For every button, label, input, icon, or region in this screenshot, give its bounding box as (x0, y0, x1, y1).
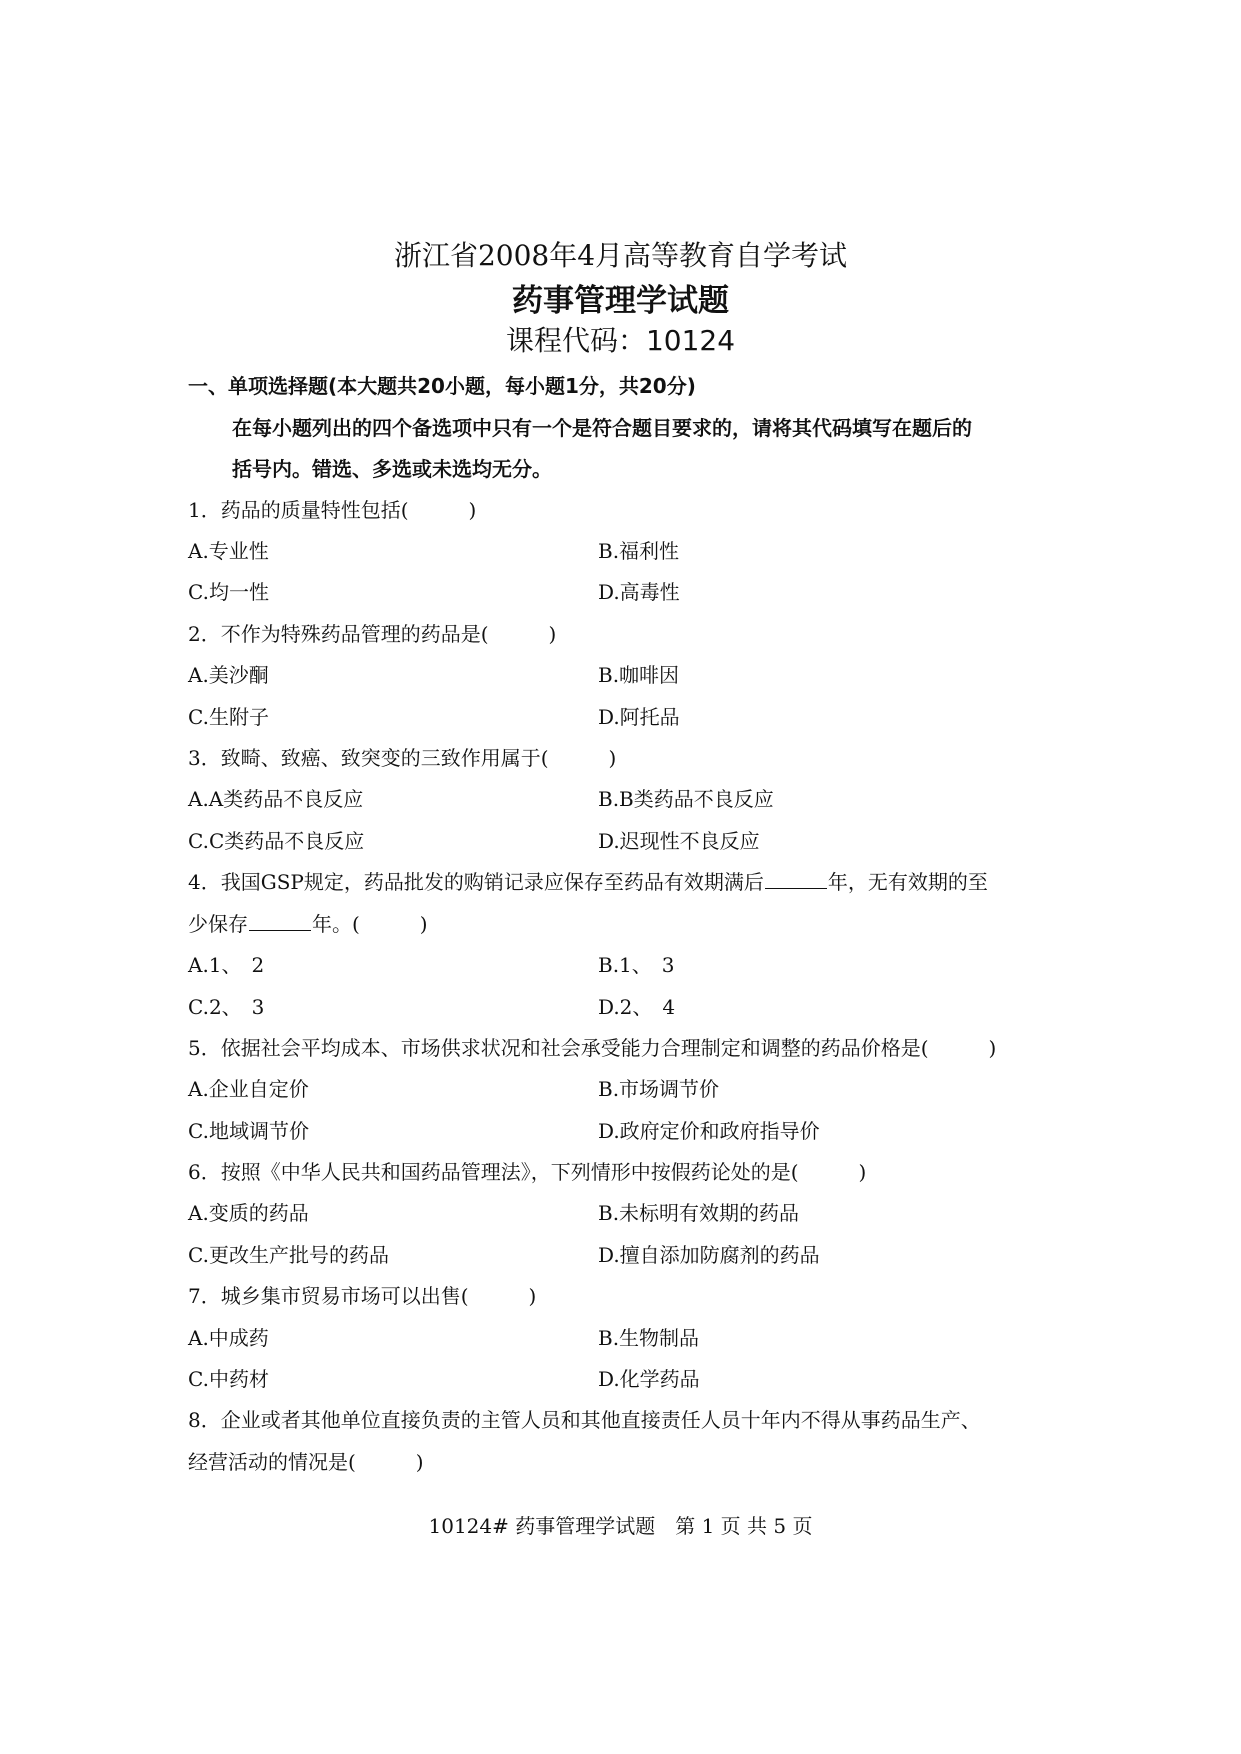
question-4-stem-line2 (188, 910, 428, 938)
exam-title: 浙江省2008年4月高等教育自学考试 (393, 239, 848, 272)
question-7-option-a: A.中成药 (188, 1326, 269, 1350)
question-1-option-b: B.福利性 (598, 539, 680, 563)
answer-blank (765, 868, 827, 889)
question-8-stem-line1: 8．企业或者其他单位直接负责的主管人员和其他直接责任人员十年内不得从事药品生产、 (188, 1408, 981, 1432)
question-6-option-a: A.变质的药品 (188, 1201, 309, 1225)
question-1-option-c: C.均一性 (188, 580, 269, 604)
question-8-stem-line2: 经营活动的情况是( ) (188, 1450, 424, 1474)
question-3-option-a: A.A类药品不良反应 (188, 787, 364, 811)
question-4-stem-line2-part2: 年。( ) (312, 912, 428, 936)
subject-title: 药事管理学试题 (512, 283, 729, 319)
question-3-option-b: B.B类药品不良反应 (598, 787, 774, 811)
question-6-option-c: C.更改生产批号的药品 (188, 1243, 389, 1267)
question-2-option-c: C.生附子 (188, 705, 269, 729)
question-4-option-a: A.1、 2 (188, 953, 265, 977)
question-5-option-a: A.企业自定价 (188, 1077, 309, 1101)
question-6-stem: 6．按照《中华人民共和国药品管理法》，下列情形中按假药论处的是( ) (188, 1160, 867, 1184)
question-5-option-b: B.市场调节价 (598, 1077, 720, 1101)
course-code: 课程代码：10124 (505, 324, 736, 357)
question-7-option-d: D.化学药品 (598, 1367, 700, 1391)
question-4-option-d: D.2、 4 (598, 995, 676, 1019)
section-instruction-line1: 在每小题列出的四个备选项中只有一个是符合题目要求的，请将其代码填写在题后的 (232, 416, 972, 440)
question-4-stem-part2: 年，无有效期的至 (827, 870, 988, 894)
question-2-option-b: B.咖啡因 (598, 663, 680, 687)
question-6-option-b: B.未标明有效期的药品 (598, 1201, 800, 1225)
question-7-stem: 7．城乡集市贸易市场可以出售( ) (188, 1284, 537, 1308)
question-4-option-c: C.2、 3 (188, 995, 265, 1019)
question-1-option-d: D.高毒性 (598, 580, 680, 604)
section-heading: 一、单项选择题(本大题共20小题，每小题1分，共20分) (188, 374, 696, 398)
question-3-stem: 3．致畸、致癌、致突变的三致作用属于( ) (188, 746, 617, 770)
question-2-stem: 2．不作为特殊药品管理的药品是( ) (188, 622, 557, 646)
question-5-stem: 5．依据社会平均成本、市场供求状况和社会承受能力合理制定和调整的药品价格是( ) (188, 1036, 997, 1060)
question-2-option-d: D.阿托品 (598, 705, 680, 729)
question-7-option-b: B.生物制品 (598, 1326, 700, 1350)
question-4-stem-part1: 4．我国GSP规定，药品批发的购销记录应保存至药品有效期满后 (188, 870, 764, 894)
question-1-stem: 1．药品的质量特性包括( ) (188, 498, 477, 522)
question-3-option-d: D.迟现性不良反应 (598, 829, 760, 853)
question-6-option-d: D.擅自添加防腐剂的药品 (598, 1243, 820, 1267)
question-5-option-d: D.政府定价和政府指导价 (598, 1119, 820, 1143)
question-7-option-c: C.中药材 (188, 1367, 269, 1391)
answer-blank (249, 910, 311, 931)
question-1-option-a: A.专业性 (188, 539, 269, 563)
question-5-option-c: C.地域调节价 (188, 1119, 309, 1143)
section-instruction-line2: 括号内。错选、多选或未选均无分。 (232, 457, 552, 481)
question-4-stem-line2-part1: 少保存 (188, 912, 248, 936)
question-3-option-c: C.C类药品不良反应 (188, 829, 365, 853)
question-2-option-a: A.美沙酮 (188, 663, 269, 687)
page-footer: 10124# 药事管理学试题 第 1 页 共 5 页 (428, 1514, 813, 1538)
question-4-stem-line1 (188, 868, 988, 896)
question-4-option-b: B.1、 3 (598, 953, 675, 977)
